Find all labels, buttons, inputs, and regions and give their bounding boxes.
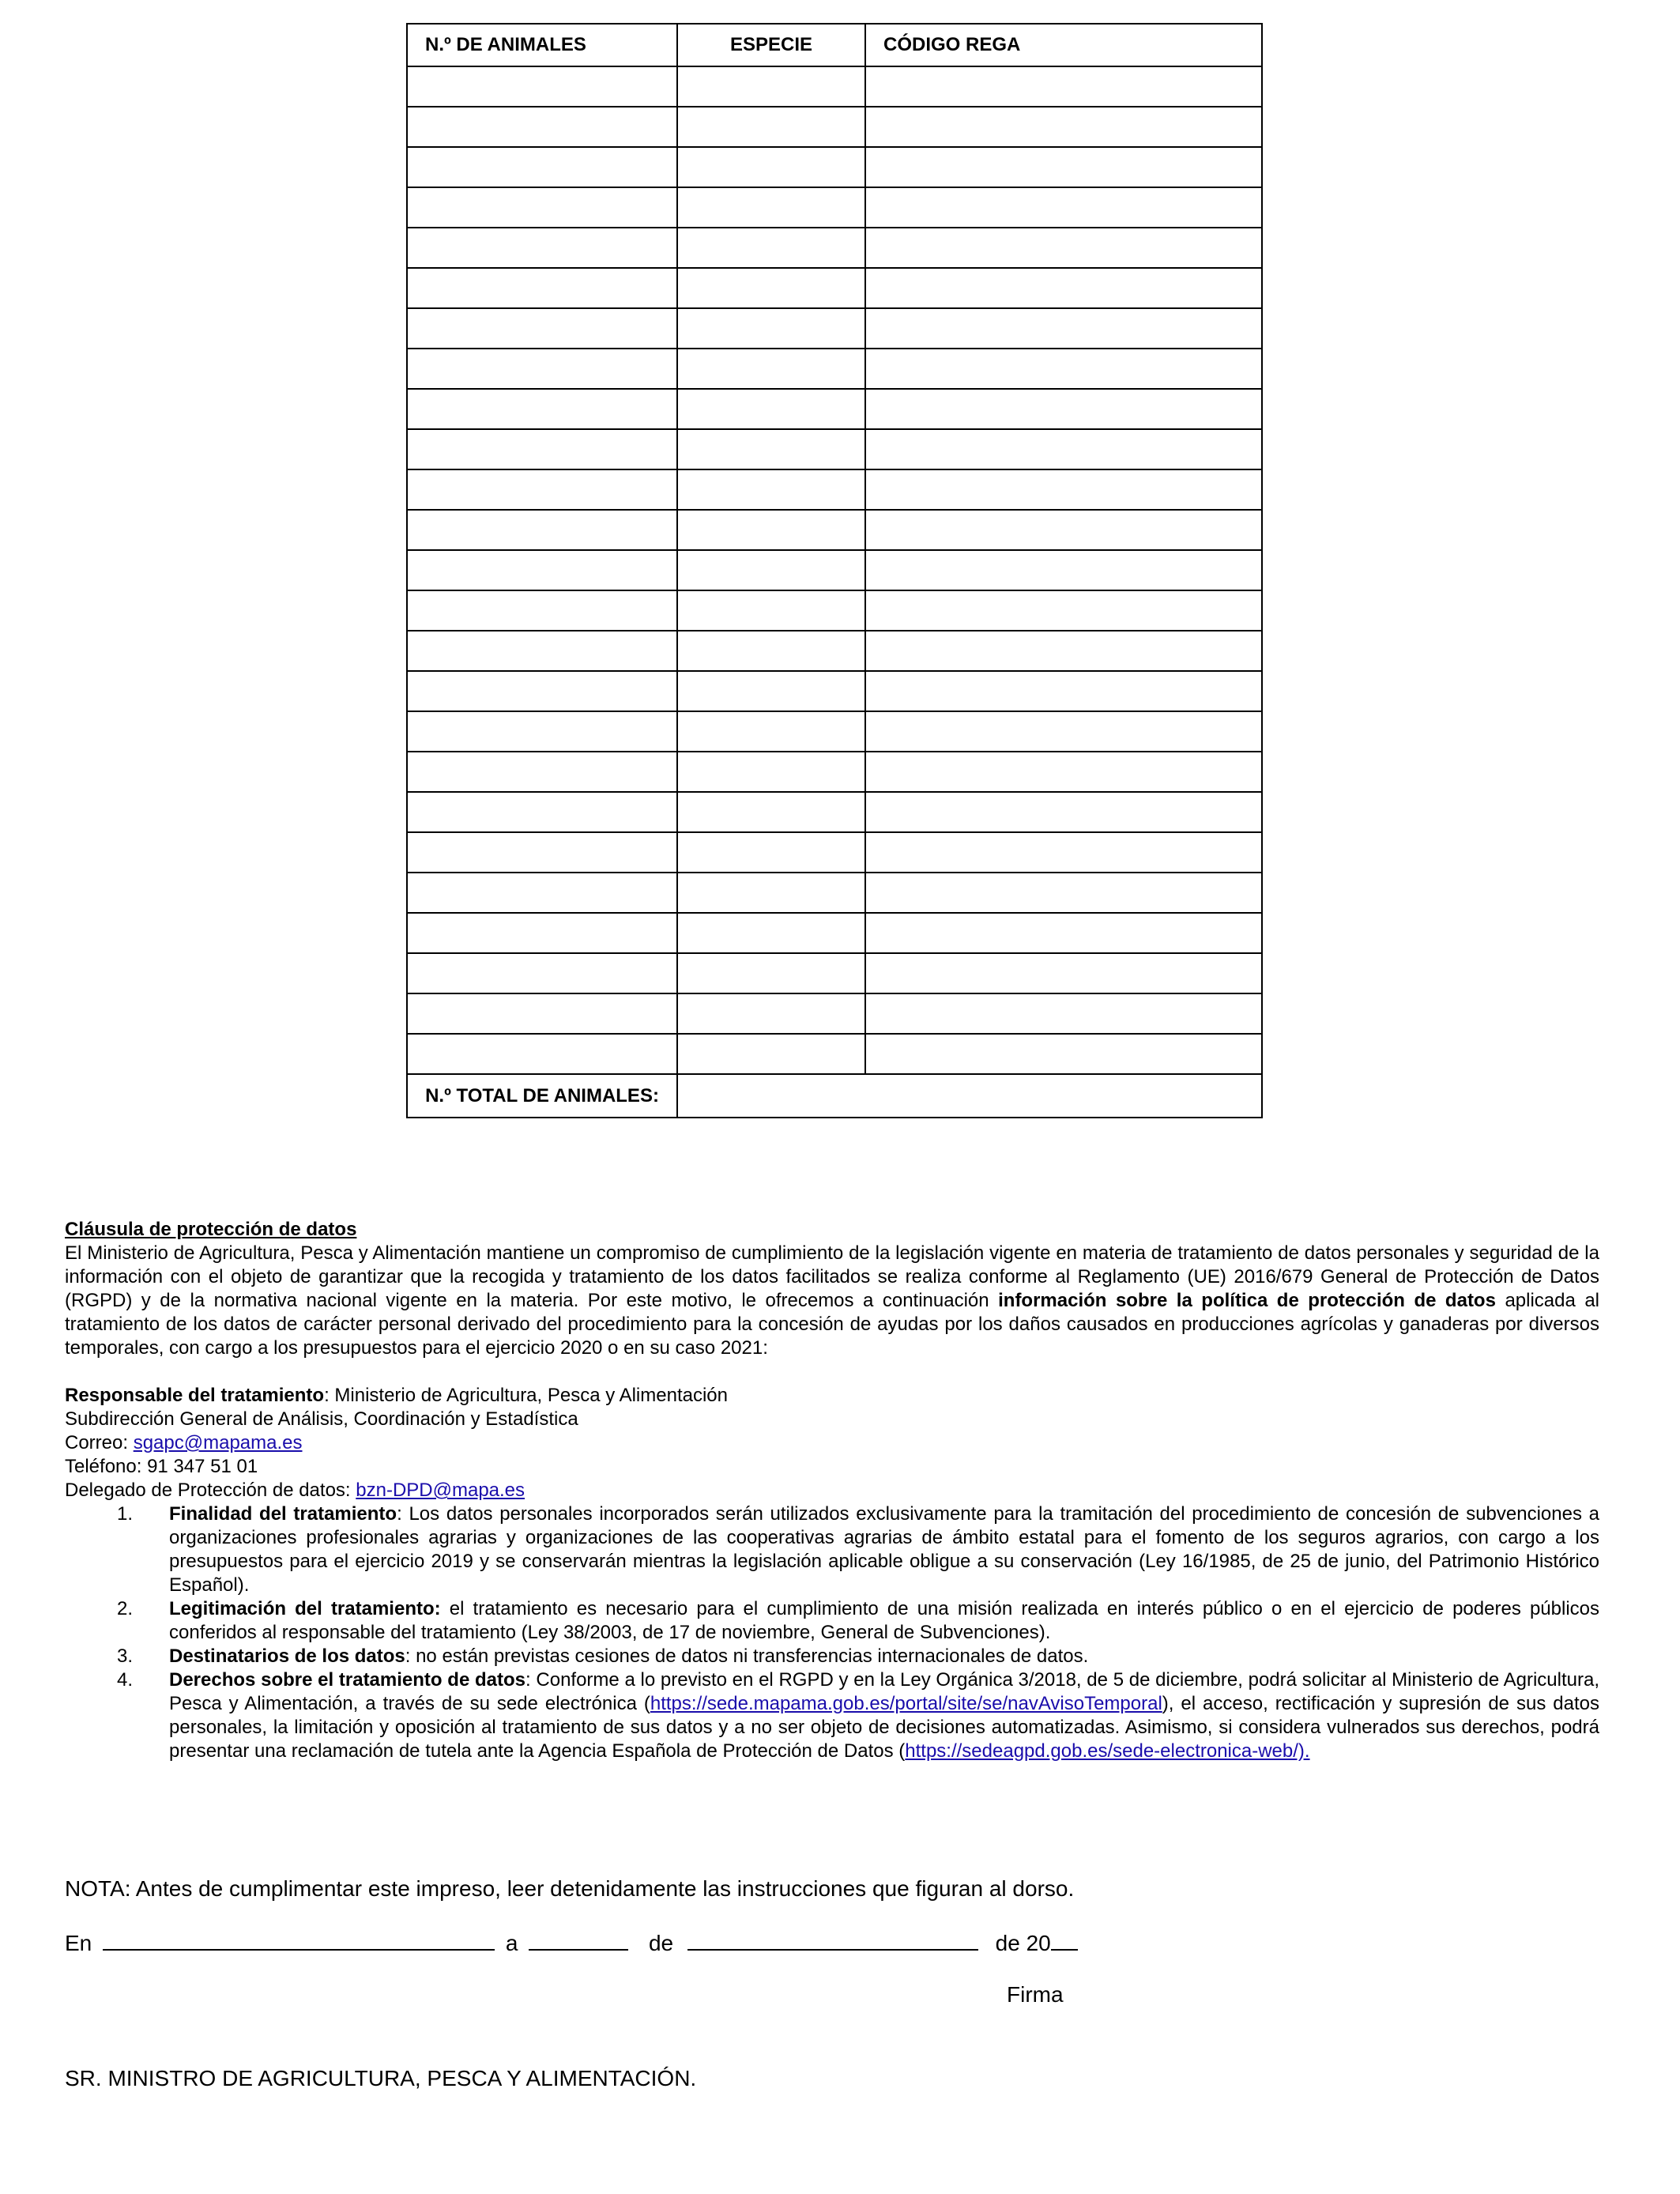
table-cell[interactable]	[677, 66, 865, 107]
table-cell[interactable]	[865, 792, 1262, 832]
animals-table	[406, 23, 1263, 1118]
table-cell[interactable]	[865, 953, 1262, 993]
table-cell[interactable]	[677, 711, 865, 752]
place-date-line: En a de de 20	[65, 1928, 1078, 1956]
table-cell[interactable]	[677, 953, 865, 993]
table-cell[interactable]	[865, 832, 1262, 873]
subdireccion: Subdirección General de Análisis, Coordinación y Estadística	[65, 1408, 578, 1430]
table-cell[interactable]	[407, 752, 677, 792]
table-row	[407, 1034, 1262, 1074]
table-cell[interactable]	[677, 469, 865, 510]
table-row	[407, 832, 1262, 873]
table-cell[interactable]	[865, 308, 1262, 349]
table-cell[interactable]	[407, 187, 677, 228]
table-cell[interactable]	[407, 711, 677, 752]
total-row	[407, 1074, 1262, 1118]
table-cell[interactable]	[407, 429, 677, 469]
table-row	[407, 711, 1262, 752]
table-cell[interactable]	[677, 792, 865, 832]
sede-link[interactable]: https://sede.mapama.gob.es/portal/site/se/navAvisoTemporal	[650, 1693, 1162, 1714]
total-label: N.º TOTAL DE ANIMALES:	[407, 1074, 677, 1118]
nota-text: NOTA: Antes de cumplimentar este impreso, leer detenidamente las instrucciones que figuran al dorso.	[65, 1876, 1075, 1901]
table-header-row	[407, 24, 1262, 66]
month-field[interactable]	[687, 1928, 978, 1951]
list-item-destinatarios: 3. Destinatarios de los datos: no están previstas cesiones de datos ni transferencias internacionales de datos.	[117, 1646, 1089, 1667]
table-cell[interactable]	[407, 792, 677, 832]
table-cell[interactable]	[407, 873, 677, 913]
table-cell[interactable]	[677, 832, 865, 873]
table-cell[interactable]	[677, 147, 865, 187]
table-cell[interactable]	[865, 228, 1262, 268]
table-row	[407, 671, 1262, 711]
table-cell[interactable]	[677, 510, 865, 550]
table-cell[interactable]	[407, 913, 677, 953]
table-cell[interactable]	[407, 590, 677, 631]
table-cell[interactable]	[865, 66, 1262, 107]
table-cell[interactable]	[677, 1034, 865, 1074]
table-cell[interactable]	[865, 510, 1262, 550]
header-num-animales: N.º DE ANIMALES	[407, 24, 677, 66]
table-cell[interactable]	[865, 711, 1262, 752]
table-row	[407, 792, 1262, 832]
table-cell[interactable]	[865, 107, 1262, 147]
table-row	[407, 66, 1262, 107]
table-cell[interactable]	[865, 590, 1262, 631]
table-cell[interactable]	[865, 550, 1262, 590]
data-protection-clause	[65, 1218, 1599, 1763]
table-cell[interactable]	[407, 832, 677, 873]
table-cell[interactable]	[677, 631, 865, 671]
table-cell[interactable]	[677, 590, 865, 631]
delegado-link[interactable]: bzn-DPD@mapa.es	[356, 1480, 525, 1501]
table-cell[interactable]	[407, 228, 677, 268]
table-cell[interactable]	[407, 671, 677, 711]
table-row	[407, 873, 1262, 913]
table-row	[407, 752, 1262, 792]
list-item-derechos: 4. Derechos sobre el tratamiento de datos: Conforme a lo previsto en el RGPD y en la Ley Orgánica 3/2018, de 5 de diciembre, podrá solicitar al Ministerio de Agricultura, Pesca y Alimentación, a través de su sede electrónica (https://sede.mapama.gob.es/portal/site/se/navAvisoTemporal), el acceso, rectificación y supresión de sus datos personales, la limitación y oposición al tratamiento de sus datos y a no ser objeto de decisiones automatizadas. Asimismo, si considera vulnerados sus derechos, podrá presentar una reclamación de tutela ante la Agencia Española de Protección de Datos (https://sedeagpd.gob.es/sede-electronica-web/).	[117, 1669, 1600, 1762]
table-cell[interactable]	[407, 308, 677, 349]
table-cell[interactable]	[407, 993, 677, 1034]
table-cell[interactable]	[865, 469, 1262, 510]
table-row	[407, 953, 1262, 993]
day-field[interactable]	[529, 1928, 628, 1951]
table-row	[407, 913, 1262, 953]
table-cell[interactable]	[865, 268, 1262, 308]
table-cell[interactable]	[865, 1034, 1262, 1074]
table-row	[407, 308, 1262, 349]
clause-title: Cláusula de protección de datos	[65, 1219, 357, 1240]
telefono: Teléfono: 91 347 51 01	[65, 1456, 258, 1477]
table-cell[interactable]	[677, 349, 865, 389]
table-row	[407, 429, 1262, 469]
table-cell[interactable]	[677, 752, 865, 792]
table-cell[interactable]	[677, 389, 865, 429]
table-cell[interactable]	[865, 993, 1262, 1034]
table-cell[interactable]	[865, 429, 1262, 469]
table-cell[interactable]	[677, 308, 865, 349]
table-cell[interactable]	[677, 550, 865, 590]
table-cell[interactable]	[677, 268, 865, 308]
table-cell[interactable]	[865, 631, 1262, 671]
table-cell[interactable]	[407, 1034, 677, 1074]
table-cell[interactable]	[407, 469, 677, 510]
table-cell[interactable]	[407, 631, 677, 671]
table-row	[407, 147, 1262, 187]
list-item-finalidad: 1. Finalidad del tratamiento: Los datos personales incorporados serán utilizados exclusivamente para la tramitación del procedimiento de concesión de subvenciones a organizaciones profesionales agrarias y organizaciones de las cooperativas agrarias de ámbito estatal para el fomento de los seguros agrarios, con cargo a los presupuestos para el ejercicio 2019 y se conservarán mientras la legislación aplicable obligue a su conservación (Ley 16/1985, de 25 de junio, del Patrimonio Histórico Español).	[117, 1503, 1600, 1596]
total-value-cell[interactable]	[677, 1074, 1262, 1118]
table-row	[407, 268, 1262, 308]
table-cell[interactable]	[677, 187, 865, 228]
table-row	[407, 631, 1262, 671]
year-field[interactable]	[1051, 1928, 1078, 1951]
table-cell[interactable]	[407, 550, 677, 590]
addressee: SR. MINISTRO DE AGRICULTURA, PESCA Y ALIMENTACIÓN.	[65, 2066, 697, 2090]
table-cell[interactable]	[677, 107, 865, 147]
table-row	[407, 510, 1262, 550]
header-codigo-rega: CÓDIGO REGA	[865, 24, 1262, 66]
table-cell[interactable]	[407, 953, 677, 993]
table-cell[interactable]	[865, 187, 1262, 228]
table-cell[interactable]	[677, 671, 865, 711]
table-cell[interactable]	[677, 993, 865, 1034]
firma-label: Firma	[1007, 1982, 1064, 2007]
table-cell[interactable]	[677, 873, 865, 913]
table-cell[interactable]	[865, 873, 1262, 913]
responsable: Responsable del tratamiento: Ministerio de Agricultura, Pesca y Alimentación	[65, 1385, 728, 1406]
table-cell[interactable]	[865, 671, 1262, 711]
table-cell[interactable]	[677, 228, 865, 268]
table-row	[407, 107, 1262, 147]
table-cell[interactable]	[407, 268, 677, 308]
agpd-link[interactable]: https://sedeagpd.gob.es/sede-electronica-web/).	[905, 1740, 1310, 1762]
table-row	[407, 469, 1262, 510]
table-cell[interactable]	[677, 429, 865, 469]
table-row	[407, 993, 1262, 1034]
table-cell[interactable]	[865, 913, 1262, 953]
header-especie: ESPECIE	[677, 24, 865, 66]
delegado: Delegado de Protección de datos: bzn-DPD@mapa.es	[65, 1480, 525, 1501]
table-cell[interactable]	[865, 752, 1262, 792]
table-row	[407, 550, 1262, 590]
table-cell[interactable]	[865, 349, 1262, 389]
place-field[interactable]	[103, 1928, 495, 1951]
table-row	[407, 349, 1262, 389]
correo: Correo: sgapc@mapama.es	[65, 1432, 303, 1453]
clause-intro: El Ministerio de Agricultura, Pesca y Alimentación mantiene un compromiso de cumplimiento de la legislación vigente en materia de tratamiento de datos personales y seguridad de la información con el objeto de garantizar que la recogida y tratamiento de los datos facilitados se realiza conforme al Reglamento (UE) 2016/679 General de Protección de Datos (RGPD) y de la normativa nacional vigente en la materia. Por este motivo, le ofrecemos a continuación información sobre la política de protección de datos aplicada al tratamiento de los datos de carácter personal derivado del procedimiento para la concesión de ayudas por los daños causados en producciones agrícolas y ganaderas por diversos temporales, con cargo a los presupuestos para el ejercicio 2020 o en su caso 2021:	[65, 1242, 1600, 1359]
table-cell[interactable]	[407, 389, 677, 429]
correo-link[interactable]: sgapc@mapama.es	[133, 1432, 303, 1453]
table-cell[interactable]	[407, 510, 677, 550]
table-cell[interactable]	[407, 107, 677, 147]
table-cell[interactable]	[407, 66, 677, 107]
table-cell[interactable]	[407, 349, 677, 389]
list-item-legitimacion: 2. Legitimación del tratamiento: el tratamiento es necesario para el cumplimiento de una misión realizada en interés público o en el ejercicio de poderes públicos conferidos al responsable del tratamiento (Ley 38/2003, de 17 de noviembre, General de Subvenciones).	[117, 1598, 1599, 1643]
table-row	[407, 187, 1262, 228]
table-cell[interactable]	[677, 913, 865, 953]
table-cell[interactable]	[865, 389, 1262, 429]
table-row	[407, 389, 1262, 429]
table-row	[407, 228, 1262, 268]
table-cell[interactable]	[865, 147, 1262, 187]
table-row	[407, 590, 1262, 631]
table-cell[interactable]	[407, 147, 677, 187]
